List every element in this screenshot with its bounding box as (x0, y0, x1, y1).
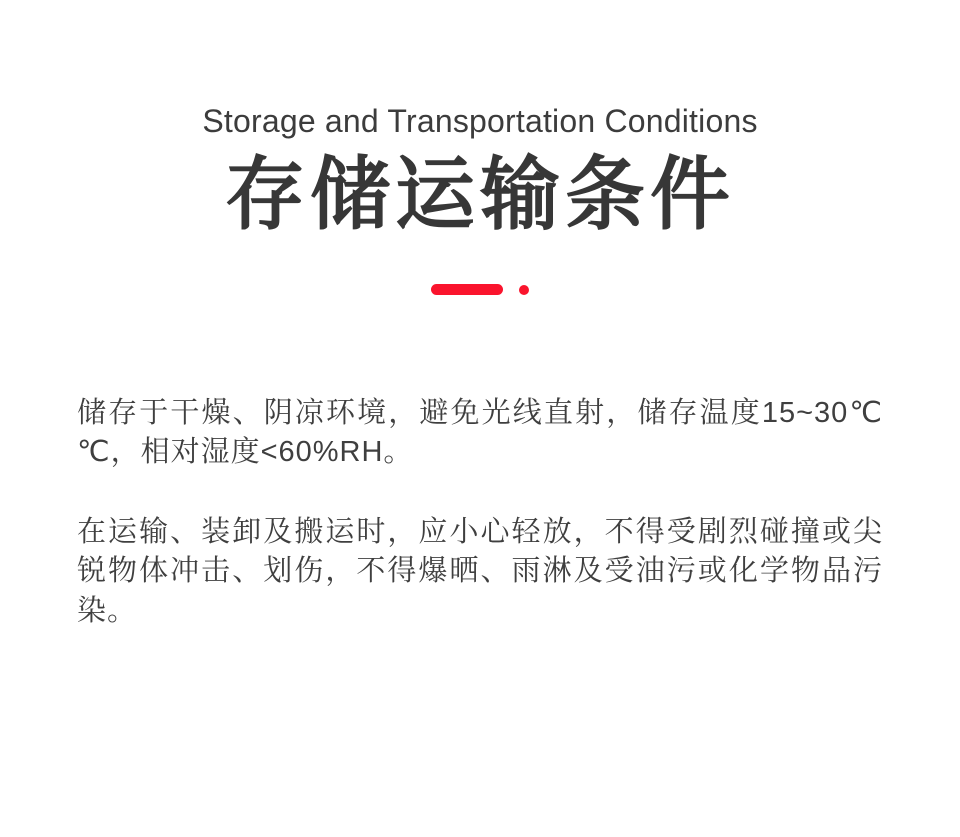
divider-bar (431, 284, 503, 295)
transport-handling-paragraph: 在运输、装卸及搬运时，应小心轻放，不得受剧烈碰撞或尖锐物体冲击、划伤，不得爆晒、雨淋及受油污或化学物品污染。 (77, 515, 883, 627)
section-title-english: Storage and Transportation Conditions (202, 103, 758, 139)
section-title-chinese: 存储运输条件 (225, 150, 735, 240)
title-divider (0, 284, 960, 296)
divider-dot-icon (519, 285, 529, 295)
section-body (0, 394, 960, 631)
storage-conditions-paragraph: 储存于干燥、阴凉环境，避免光线直射，储存温度15~30℃℃，相对湿度<60%RH。 (77, 396, 883, 469)
section-header (0, 102, 960, 296)
